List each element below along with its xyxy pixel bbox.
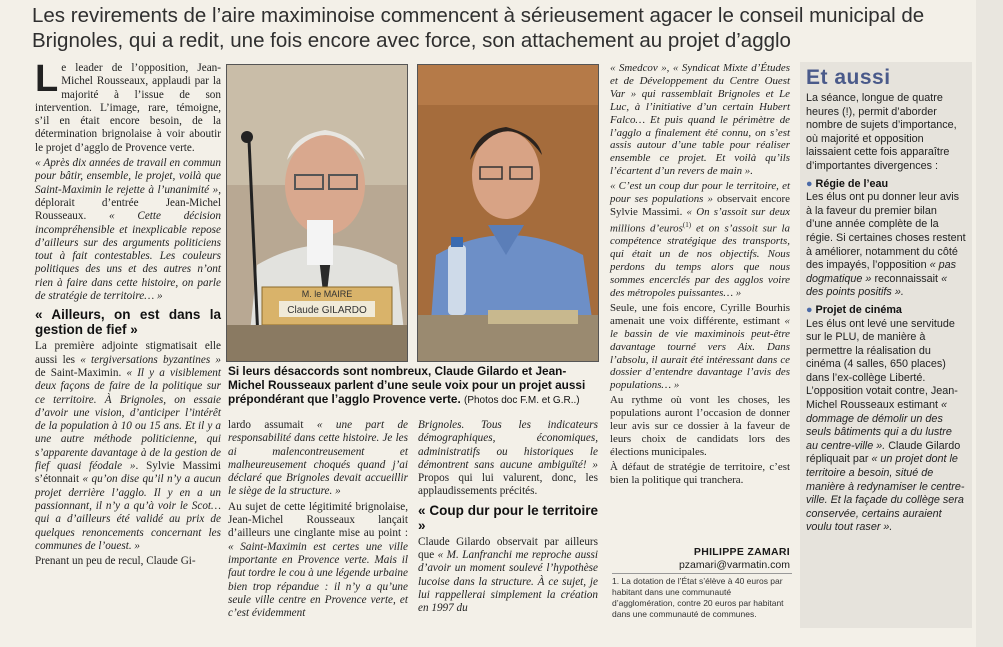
article-column-3: [418, 419, 598, 618]
sidebar-intro: La séance, longue de quatre heures (!), permit d’aborder nombre de sujets d’importance, où majorité et opposition laissaient cette fois apparaître d’importantes divergences :: [806, 92, 957, 172]
author-name: PHILIPPE ZAMARI: [693, 546, 790, 558]
paragraph: « Après dix années de travail en commun pour bâtir, ensemble, le projet, voilà que Saint-Maximin le rejette à l’unanimité », déplorait d’entrée Jean-Michel Rousseaux. « Cette décision incompréhensible et inexplicable repose d’ailleurs sur des arguments politiciens tout à fait contestables. Les couleurs politiques des uns et des autres n’ont rien à faire dans cette histoire, on parle de stratégie de territoire… »: [35, 157, 221, 303]
sidebar-body: [800, 92, 972, 535]
lead-paragraph: Le leader de l’opposition, Jean-Michel Rousseaux, applaudi par la majorité à l’issue de son intervention. L’image, rare, témoigne, s’il en était encore besoin, de la détermination brignolaise à voir aboutir le projet d’agglo de Provence verte.: [35, 58, 221, 154]
page-edge-strip: [976, 0, 1003, 647]
paragraph: La première adjointe stigmatisait elle aussi les « tergiversations byzantines » de Saint-Maximin. « Il y a visiblement deux façons de faire de la politique sur ce territoire. À Brignoles, on essaie d’avoir une vision, d’anticiper l’intérêt de la population à 10 ou 15 ans. Et il y a une autre méthode politicienne, qui s’apparente davantage à de la gestion de fief quasi féodale ». Sylvie Massimi s’étonnait « qu’on dise qu’il n’y a aucun projet derrière l’agglo. Il y en a un passionnant, il n’y a qu’à voir le Scot… qui a d’ailleurs été validé au prix de quelques renoncements concernant les communes de l’ouest. »: [35, 340, 222, 552]
byline: [612, 546, 790, 572]
bullet-icon: ●: [806, 177, 813, 190]
paragraph: « Smedcov », « Syndicat Mixte d’Études et de Développement du Centre Ouest Var » qui rassemblait Brignoles et Le Luc, à l’initiative d’un certain Hubert Falco… Et puis quand le périmètre de l’agglo a finalement été connu, on s’est assis autour d’une table pour réaliser ensemble ce projet. Et voilà qu’ils l’écartent d’un revers de main ».: [610, 62, 790, 178]
footnote-ref: (1): [682, 220, 692, 229]
sidebar-heading: ● Régie de l’eau: [806, 177, 889, 190]
sidebar-paragraph: Les élus ont pu donner leur avis à la faveur du premier bilan d’une année complète de la régie. Si certaines choses restent à améliorer, notamment du côté des impayés, l’opposition « pas dogmatique » reconnaissait « des points positifs ».: [806, 191, 966, 299]
paragraph: Au rythme où vont les choses, les populations auront l’occasion de donner leur avis sur ce dossier à la faveur de leurs choix de candidats lors des élections municipales.: [610, 394, 790, 458]
footnote: 1. La dotation de l’État s’élève à 40 euros par habitant dans une communauté d’agglomération, contre 20 euros par habitant dans une communauté de communes.: [612, 573, 792, 620]
paragraph: À défaut de stratégie de territoire, c’est bien la politique qui tranchera.: [610, 460, 790, 486]
paragraph: lardo assumait « une part de responsabilité dans cette histoire. Je les ai malencontreusement et malheureusement choqués quand j’ai déclaré que Brignoles devait accueillir le siège de la structure. »: [228, 419, 409, 498]
article-column-1: [35, 58, 222, 570]
nameplate: Claude GILARDO: [287, 305, 367, 316]
paragraph: Seule, une fois encore, Cyrille Bourhis amenait une voix différente, estimant « le bassin de vie maximinois peut-être davantage tourné vers Aix. Dans l’absolu, il aurait été intéressant dans ce dossier d’entendre davantage l’avis des populations… »: [610, 301, 790, 392]
paragraph: Au sujet de cette légitimité brignolaise, Jean-Michel Rousseaux lançait d’ailleurs une cinglante mise au point : « Saint-Maximin est certes une ville importante en Provence verte. Mais il faut tordre le cou à une légende urbaine bien trop répandue : il n’y a qu’une seule ville centre en Provence verte, et c’est évidemment: [228, 500, 408, 620]
author-email[interactable]: pzamari@varmatin.com: [678, 559, 790, 571]
sidebar-title: Et aussi: [806, 66, 891, 89]
photo-jean-michel-rousseaux: [417, 64, 599, 362]
sidebar-paragraph: Les élus ont levé une servitude sur le PLU, de manière à permettre la réalisation du cinéma (4 salles, 650 places) dans l’ex-collège Liberté. L’opposition votait contre, Jean-Michel Rousseaux estimant « dommage de démolir un des seuls bâtiments qui a du lustre au centre-ville ». Claude Gilardo répliquait par « un projet dont le territoire a besoin, situé de manière à redynamiser le centre-ville. Et la façade du collège sera conservée, certains auraient voulu tout raser ».: [806, 317, 965, 534]
paragraph: Prenant un peu de recul, Claude Gi-: [35, 555, 196, 568]
subheading: « Ailleurs, on est dans la gestion de fief »: [35, 307, 221, 338]
sidebar-heading: ● Projet de cinéma: [806, 303, 902, 316]
paragraph: Claude Gilardo observait par ailleurs que « M. Lanfranchi me reproche aussi d’avoir un moment soulevé l’hypothèse lucoise dans la structure. À ce sujet, je lui rappellerai simplement la création en 1997 du: [418, 535, 598, 615]
headline: Les revirements de l’aire maximinoise commencent à sérieusement agacer le conseil municipal de Brignoles, qui a redit, une fois encore avec force, son attachement au projet d’agglo: [32, 4, 925, 52]
photo-caption: Si leurs désaccords sont nombreux, Claude Gilardo et Jean-Michel Rousseaux parlent d’une seule voix pour un projet aussi prépondérant que l’agglo Provence verte. (Photos doc F.M. et G.R..): [228, 364, 586, 406]
photo-claude-gilardo: [226, 64, 408, 362]
article-column-4: [610, 62, 790, 489]
subheading: « Coup dur pour le territoire »: [418, 502, 598, 533]
portrait-illustration: [418, 65, 598, 361]
article-column-2: [228, 419, 408, 622]
bullet-icon: ●: [806, 303, 813, 316]
sidebar-et-aussi: [800, 62, 972, 628]
sign-top: M. le MAIRE: [301, 289, 353, 299]
paragraph: Brignoles. Tous les indicateurs démographiques, économiques, administratifs ou historiques le démontrent sans aucune ambiguïté! » Propos qui lui valurent, donc, les applaudissements précités.: [418, 419, 598, 498]
paragraph: « C’est un coup dur pour le territoire, et pour ses populations » observait encore Sylvie Massimi. « On s’assoit sur deux millions d’euros$^{(1)}$ et on s’assoit sur la compétence stratégique des transports, qui était un de nos objectifs. Nous perdons du temps alors que nous sommes encerclés par des agglos voire des métropoles puissantes… »: [610, 180, 790, 300]
portrait-illustration: [227, 65, 407, 361]
photo-credit: (Photos doc F.M. et G.R..): [464, 395, 580, 406]
drop-cap: L: [35, 58, 59, 100]
